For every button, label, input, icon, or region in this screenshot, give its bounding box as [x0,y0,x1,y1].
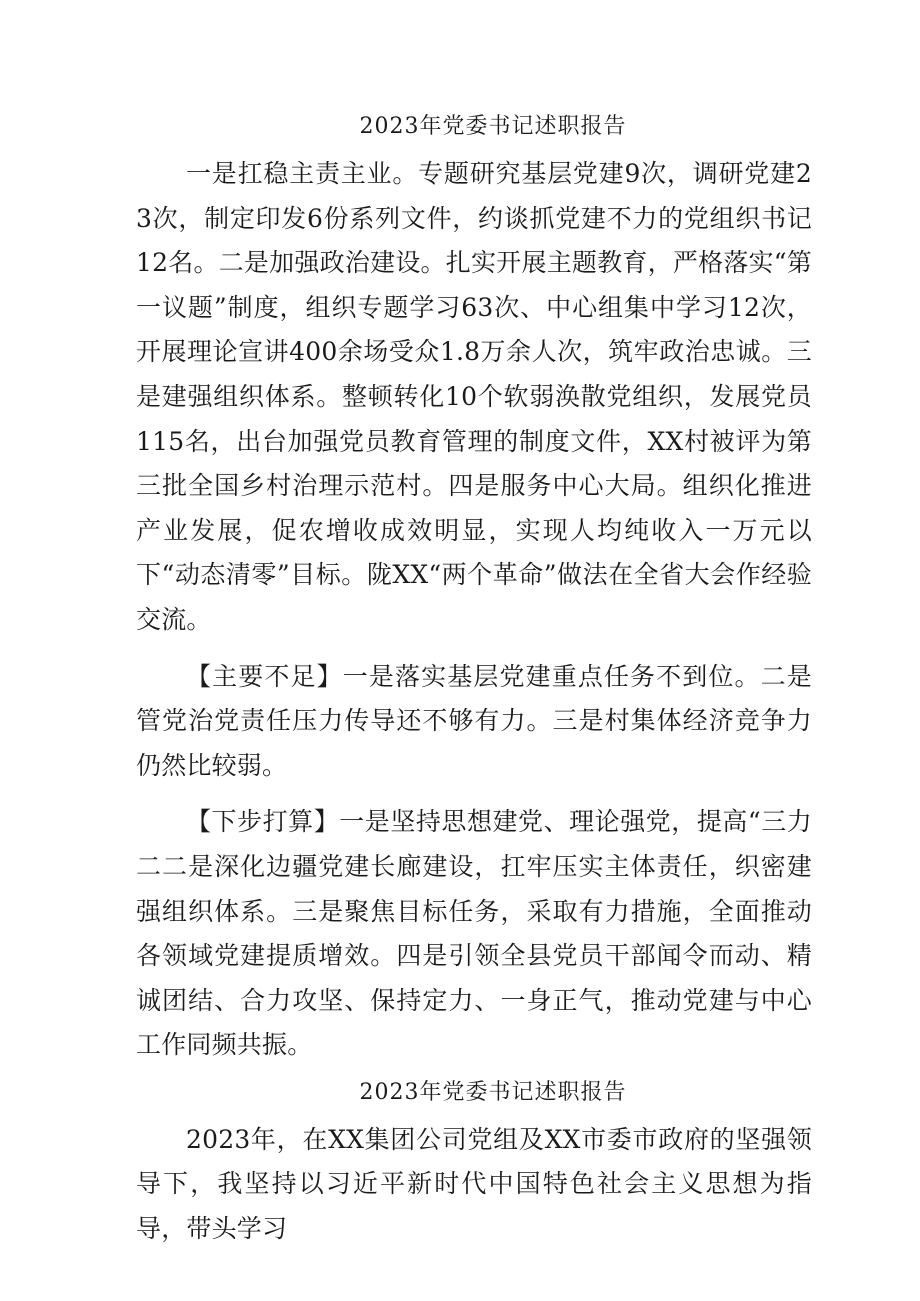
report-title-second: 2023年党委书记述职报告 [359,1079,627,1105]
paragraph-next-steps: 【下步打算】一是坚持思想建党、理论强党，提高“三力二二是深化边疆党建长廊建设，扛牢压实主体责任，织密建强组织体系。三是聚焦目标任务，采取有力措施，全面推动各领域党建提质增效。四是引领全县党员干部闻令而动、精诚团结、合力攻坚、保持定力、一身正气，推动党建与中心工作同频共振。 [136,807,812,1060]
paragraph-achievements: 一是扛稳主责主业。专题研究基层党建9次，调研党建23次，制定印发6份系列文件，约谈抓党建不力的党组织书记12名。二是加强政治建设。扎实开展主题教育，严格落实“第一议题”制度，组织专题学习63次、中心组集中学习12次，开展理论宣讲400余场受众1.8万余人次，筑牢政治忠诚。三是建强组织体系。整顿转化10个软弱涣散党组织，发展党员115名，出台加强党员教育管理的制度文件，XX村被评为第三批全国乡村治理示范村。四是服务中心大局。组织化推进产业发展，促农增收成效明显，实现人均纯收入一万元以下“动态清零”目标。陇XX“两个革命”做法在全省大会作经验交流。 [136,159,812,634]
paragraph-intro: 2023年，在XX集团公司党组及XX市委市政府的坚强领导下，我坚持以习近平新时代中国特色社会主义思想为指导，带头学习 [136,1124,812,1244]
paragraph-shortcomings: 【主要不足】一是落实基层党建重点任务不到位。二是管党治党责任压力传导还不够有力。三是村集体经济竞争力仍然比较弱。 [136,661,812,780]
document-page [136,110,812,1252]
report-title: 2023年党委书记述职报告 [359,114,627,139]
